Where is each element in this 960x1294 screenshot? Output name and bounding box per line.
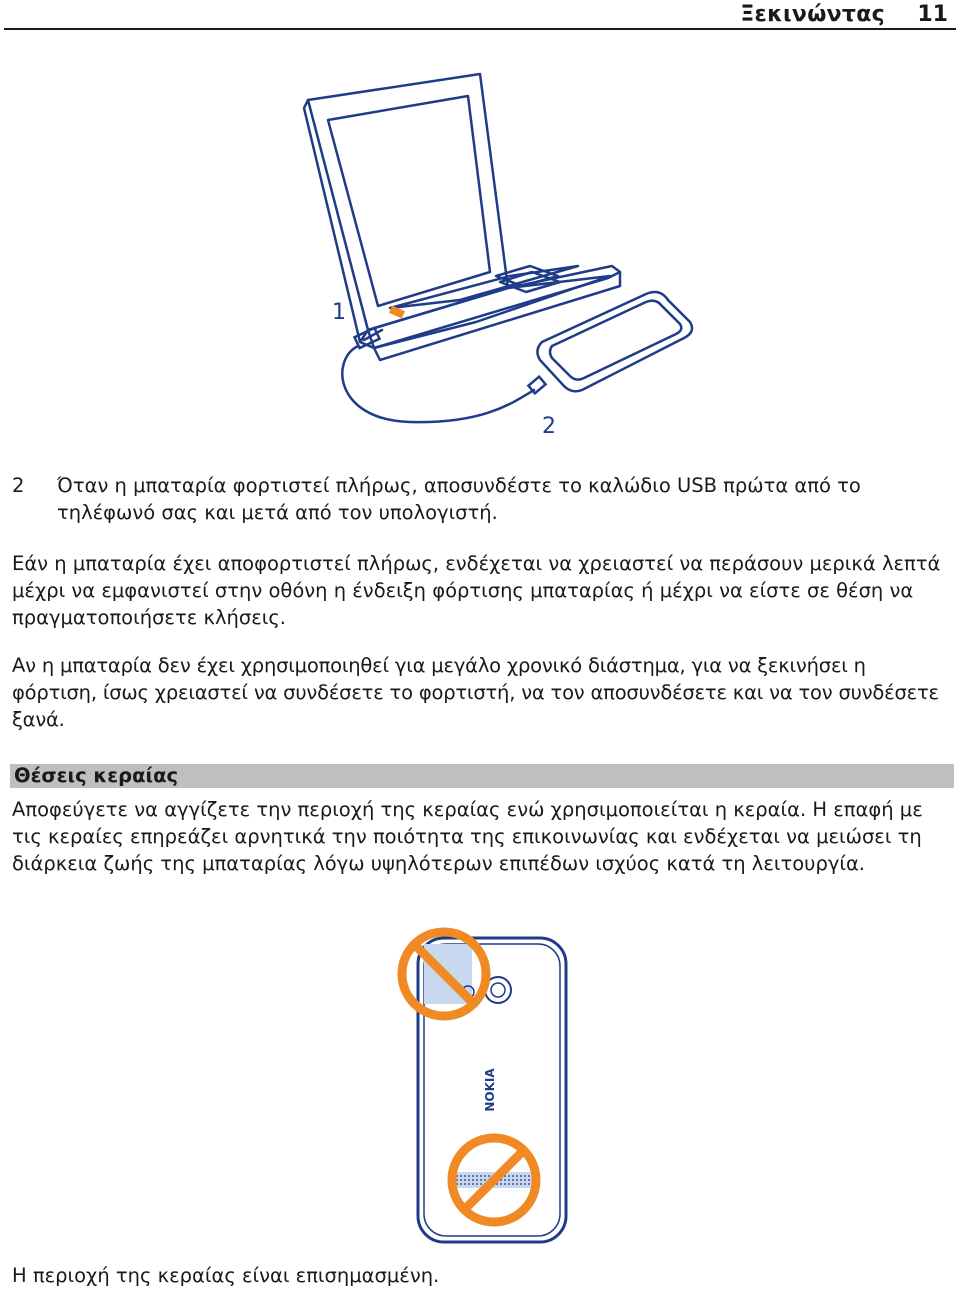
step-item	[12, 472, 948, 526]
step-number: 2	[12, 474, 25, 497]
page-number: 11	[917, 2, 948, 27]
callout-1-label: 1	[332, 300, 346, 325]
page-header	[0, 0, 960, 30]
figure-caption: Η περιοχή της κεραίας είναι επισημασμένη.	[12, 1264, 440, 1287]
paragraph-antenna: Αποφεύγετε να αγγίζετε την περιοχή της κεραίας ενώ χρησιμοποιείται η κεραία. Η επαφή με τις κεραίες επηρεάζει αρνητικά την ποιότητα της επικοινωνίας και ενδέχεται να μειώσει τη διάρκεια ζωής της μπαταρίας λόγω υψηλότερων επιπέδων ισχύος κατά τη λειτουργία.	[12, 798, 923, 875]
phone-antenna-illustration	[380, 920, 580, 1265]
section-title: Θέσεις κεραίας	[14, 764, 179, 787]
laptop-usb-charging-illustration	[290, 60, 710, 450]
brand-logo: NOKIA	[483, 1068, 497, 1112]
paragraph-battery-empty: Εάν η μπαταρία έχει αποφορτιστεί πλήρως, ενδέχεται να χρειαστεί να περάσουν μερικά λεπτά μέχρι να εμφανιστεί στην οθόνη η ένδειξη φόρτισης μπαταρίας ή μέχρι να είστε σε θέση να πραγματοποιήσετε κλήσεις.	[12, 552, 941, 629]
section-heading-bar	[10, 764, 954, 788]
step-text: Όταν η μπαταρία φορτιστεί πλήρως, αποσυνδέστε το καλώδιο USB πρώτα από το τηλέφωνό σας και μετά από τον υπολογιστή.	[57, 474, 861, 524]
chapter-title: Ξεκινώντας	[740, 2, 885, 27]
header-divider	[4, 28, 956, 30]
callout-2-label: 2	[542, 414, 556, 439]
paragraph-battery-unused: Αν η μπαταρία δεν έχει χρησιμοποιηθεί για μεγάλο χρονικό διάστημα, για να ξεκινήσει η φόρτιση, ίσως χρειαστεί να συνδέσετε το φορτιστή, να τον αποσυνδέσετε και να τον συνδέσετε ξανά.	[12, 654, 939, 731]
